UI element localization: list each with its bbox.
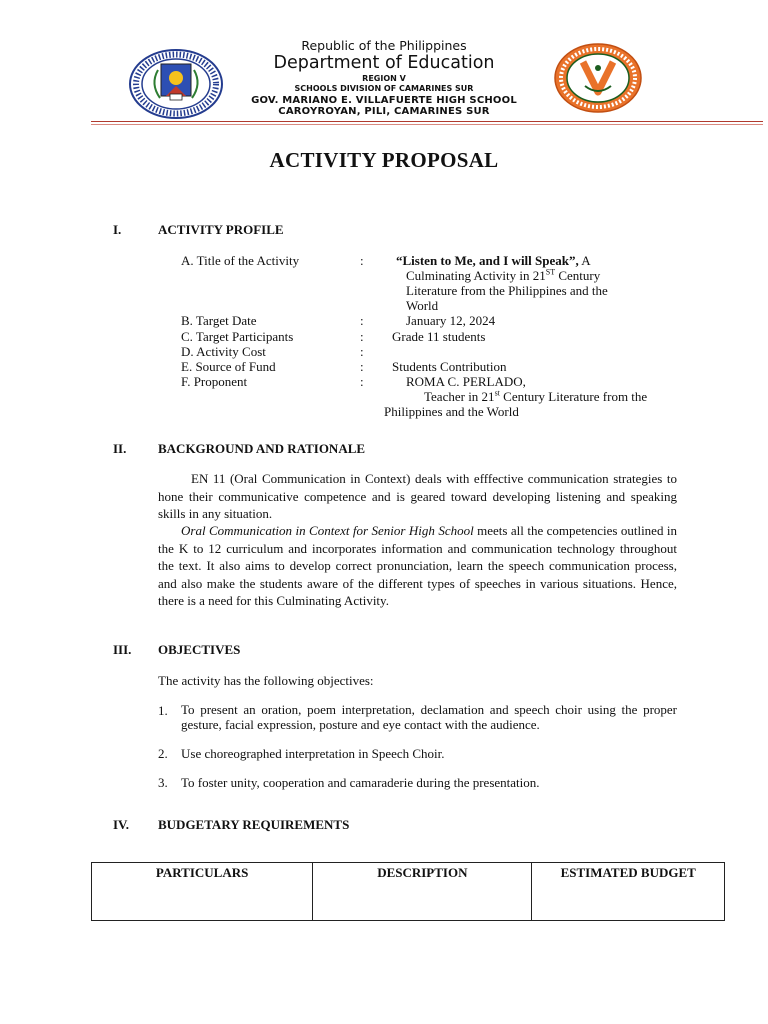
address-line: CAROYROYAN, PILI, CAMARINES SUR (278, 106, 490, 117)
objective-text: To present an oration, poem interpretation, declamation and speech choir using the proper gesture, facial expression, posture and eye contact with the audience. (181, 702, 677, 732)
header-rule (91, 121, 763, 122)
target-date-label: B. Target Date (181, 313, 257, 328)
region-line: REGION V (362, 74, 406, 83)
source-of-fund-label: E. Source of Fund (181, 359, 276, 374)
colon: : (360, 344, 364, 359)
title-line2-sup: ST (545, 267, 556, 277)
school-line: GOV. MARIANO E. VILLAFUERTE HIGH SCHOOL (251, 95, 517, 106)
republic-line: Republic of the Philippines (301, 38, 467, 53)
column-header-estimated-budget: ESTIMATED BUDGET (532, 863, 725, 921)
document-title: ACTIVITY PROPOSAL (269, 148, 499, 172)
source-of-fund-value: Students Contribution (392, 359, 507, 374)
table-header-row (92, 863, 725, 921)
paragraph-2-text: meets all the competencies outlined in the K to 12 curriculum and incorporates information and communication technology throughout the text. It also aims to develop correct pronunciation, learn the speech communication process, and also make the students aware of the different types of speeches in various situations. Hence, there is a need for this Culminating Activity. (158, 523, 677, 608)
objective-number: 3. (158, 775, 168, 790)
target-date-value: January 12, 2024 (406, 313, 496, 328)
activity-title-line3: Literature from the Philippines and the (406, 283, 608, 298)
book-title: Oral Communication in Context for Senior High School (181, 523, 474, 538)
column-header-description: DESCRIPTION (313, 863, 532, 921)
proponent-name: ROMA C. PERLADO, (406, 374, 526, 389)
objective-text: Use choreographed interpretation in Speech Choir. (181, 746, 445, 761)
title-line2-text: Culminating Activity in 21 (406, 268, 546, 283)
proponent-role-post: Century Literature from the (499, 389, 648, 404)
background-paragraph-2 (158, 522, 677, 610)
objective-number: 2. (158, 746, 168, 761)
activity-title-quote: “Listen to Me, and I will Speak”, (396, 253, 579, 268)
section-heading: ACTIVITY PROFILE (158, 222, 284, 237)
colon: : (360, 253, 364, 268)
colon: : (360, 359, 364, 374)
section-number: IV. (113, 817, 130, 832)
department-line: Department of Education (273, 53, 495, 73)
proponent-role-text: Teacher in 21 (424, 389, 495, 404)
title-line2-post: Century (555, 268, 601, 283)
proponent-role-line2: Philippines and the World (384, 404, 519, 419)
section-number: III. (113, 642, 132, 657)
objective-text: To foster unity, cooperation and camaraderie during the presentation. (181, 775, 540, 790)
header-rule-thin (91, 124, 763, 125)
division-line: SCHOOLS DIVISION OF CAMARINES SUR (294, 84, 474, 93)
section-heading: OBJECTIVES (158, 642, 241, 657)
section-heading: BACKGROUND AND RATIONALE (158, 441, 366, 456)
target-participants-value: Grade 11 students (392, 329, 486, 344)
proponent-role-sup: st (494, 388, 500, 398)
objective-number: 1. (158, 703, 168, 718)
school-seal-logo (553, 42, 643, 114)
background-paragraph-1: EN 11 (Oral Communication in Context) deals with efffective communication strategies to hone their communicative competence and is geared toward developing listening and speaking skills in any situation. (158, 471, 677, 521)
activity-cost-label: D. Activity Cost (181, 344, 266, 359)
section-number: I. (113, 222, 122, 237)
target-participants-label: C. Target Participants (181, 329, 294, 344)
colon: : (360, 374, 364, 389)
objectives-intro: The activity has the following objectives: (158, 673, 374, 688)
title-label: A. Title of the Activity (181, 253, 300, 268)
proponent-label: F. Proponent (181, 374, 248, 389)
section-number: II. (113, 441, 127, 456)
colon: : (360, 313, 364, 328)
activity-title-line4: World (406, 298, 439, 313)
colon: : (360, 329, 364, 344)
section-heading: BUDGETARY REQUIREMENTS (158, 817, 350, 832)
column-header-particulars: PARTICULARS (92, 863, 313, 921)
budget-table (91, 862, 725, 921)
activity-title-tail: A (578, 253, 591, 268)
